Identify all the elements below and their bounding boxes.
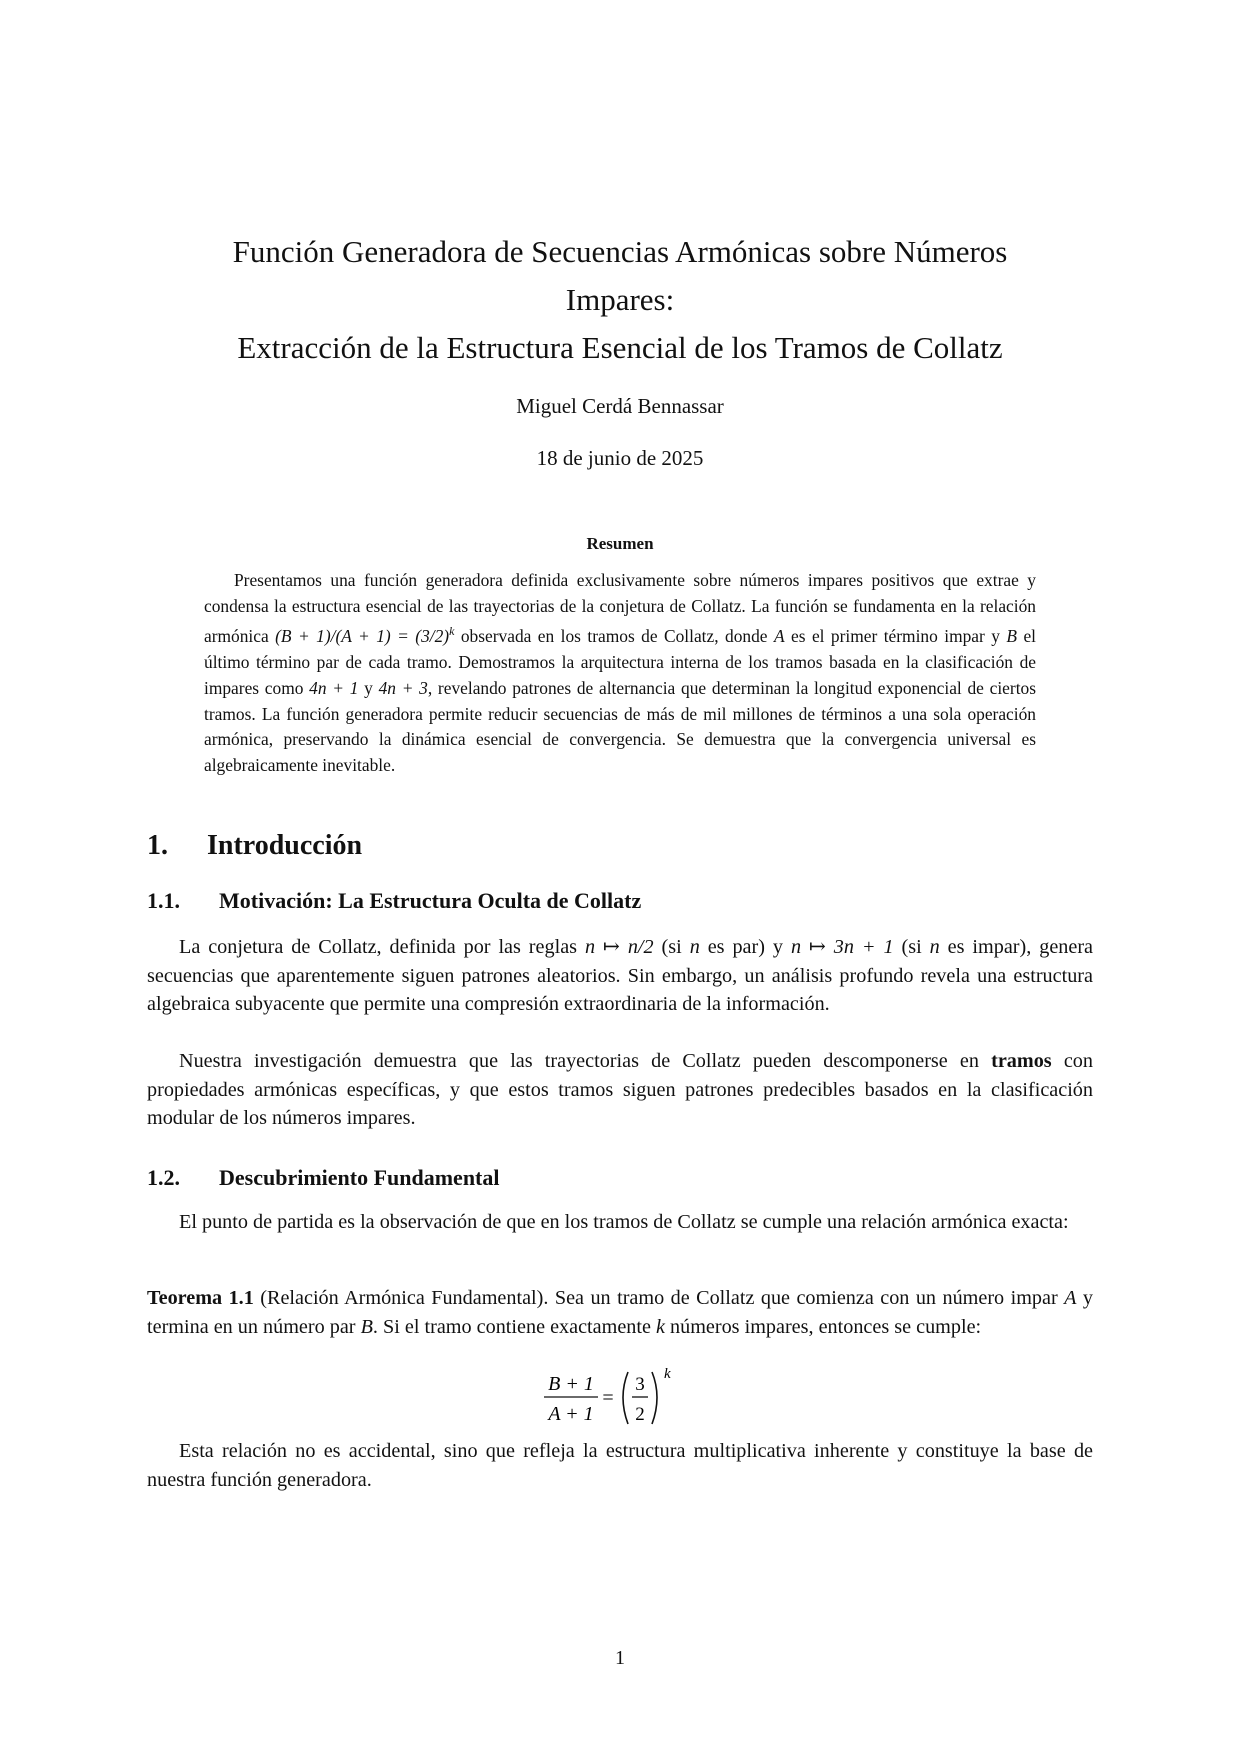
subsection-title: Motivación: La Estructura Oculta de Collatz xyxy=(219,888,642,913)
theorem-label: Teorema 1.1 xyxy=(147,1287,254,1309)
paragraph-collatz-rules xyxy=(147,933,1093,1019)
author: Miguel Cerdá Bennassar xyxy=(516,394,724,418)
abstract xyxy=(204,568,1036,779)
subsection-heading-descubrimiento xyxy=(147,1165,500,1191)
paragraph-text: La conjetura de Collatz, definida por las reglas xyxy=(179,936,585,958)
abstract-heading: Resumen xyxy=(586,534,654,553)
harmonic-relation-math: (B + 1)/(A + 1) = (3/2) xyxy=(275,626,450,647)
subsection-number: 1.2. xyxy=(147,1165,180,1190)
abstract-text: observada en los tramos de Collatz, donde xyxy=(454,626,774,647)
math-B: B xyxy=(360,1315,373,1338)
left-paren xyxy=(623,1372,628,1424)
date: 18 de junio de 2025 xyxy=(536,446,704,470)
subsection-title: Descubrimiento Fundamental xyxy=(219,1165,500,1190)
formula-numerator: B + 1 xyxy=(548,1373,594,1395)
formula-exponent: k xyxy=(664,1366,671,1382)
abstract-text: y xyxy=(358,677,379,698)
paragraph-text: es par) y xyxy=(699,936,791,958)
formula-frac-numerator: 3 xyxy=(635,1374,645,1395)
harmonic-formula xyxy=(540,1366,700,1430)
paragraph-text: Nuestra investigación demuestra que las trayectorias de Collatz pueden descomponerse en xyxy=(179,1050,992,1072)
section-heading-introduccion xyxy=(147,830,362,862)
paragraph-tramos xyxy=(147,1047,1093,1133)
bold-term-tramos: tramos xyxy=(991,1050,1052,1072)
theorem-text: . Si el tramo contiene exactamente xyxy=(372,1315,656,1338)
title-line-1: Función Generadora de Secuencias Armónicas sobre Números xyxy=(232,234,1008,269)
math-B: B xyxy=(1006,626,1018,647)
math-4n-plus-3: 4n + 3 xyxy=(378,677,428,698)
paragraph-text: es impar), genera secuencias que aparentemente siguen patrones aleatorios. Sin embargo, un análisis profundo revela una estructura algebraica subyacente que permite una compresión extraordinaria de la información. xyxy=(147,936,1094,1016)
section-title: Introducción xyxy=(207,830,363,861)
theorem-text: Sea un tramo de Collatz que comienza con un número impar xyxy=(548,1287,1065,1309)
title-line-2: Impares: xyxy=(565,282,675,317)
math-4n-plus-1: 4n + 1 xyxy=(309,677,359,698)
paragraph-conclusion: Esta relación no es accidental, sino que refleja la estructura multiplicativa inherente y constituye la base de nuestra función generadora. xyxy=(147,1440,1093,1491)
math-n: n xyxy=(689,936,700,958)
math-A: A xyxy=(773,626,785,647)
paper-title xyxy=(120,228,1120,372)
paragraph-text: (si xyxy=(893,936,930,958)
math-A: A xyxy=(1064,1287,1077,1309)
theorem-text: y termina en un número par xyxy=(147,1287,1094,1338)
formula-frac-denominator: 2 xyxy=(635,1404,645,1425)
exponent-k: k xyxy=(449,624,455,639)
right-paren xyxy=(652,1372,657,1424)
theorem-name: (Relación Armónica Fundamental). xyxy=(260,1287,549,1309)
abstract-text: , revelando patrones de alternancia que determinan la longitud exponencial de ciertos tramos. La función generadora permite reducir secuencias de más de mil millones de términos a una sola operación armónica, preservando la dinámica esencial de convergencia. Se demuestra que la convergencia universal es algebraicamente inevitable. xyxy=(204,677,1036,775)
paragraph-text: (si xyxy=(653,936,690,958)
math-k: k xyxy=(656,1315,665,1338)
subsection-heading-motivacion xyxy=(147,888,641,914)
math-3n-plus-1: n ↦ 3n + 1 xyxy=(790,936,894,958)
abstract-text: Presentamos una función generadora definida exclusivamente sobre números impares positivos que extrae y condensa la estructura esencial de las trayectorias de la conjetura de Collatz. La función se fundamenta en la relación armónica xyxy=(204,570,1036,647)
page-number: 1 xyxy=(615,1647,625,1669)
theorem-text: números impares, entonces se cumple: xyxy=(664,1315,982,1338)
section-number: 1. xyxy=(147,830,168,861)
abstract-text: el último término par de cada tramo. Demostramos la arquitectura interna de los tramos basada en la clasificación de impares como xyxy=(204,626,1037,698)
theorem-1-1 xyxy=(147,1284,1093,1341)
title-line-3: Extracción de la Estructura Esencial de los Tramos de Collatz xyxy=(237,330,1003,365)
paragraph-observation: El punto de partida es la observación de que en los tramos de Collatz se cumple una relación armónica exacta: xyxy=(179,1211,1069,1233)
formula-equals: = xyxy=(602,1387,614,1409)
abstract-text: es el primer término impar y xyxy=(784,626,1007,647)
math-n: n xyxy=(929,936,940,958)
formula-denominator: A + 1 xyxy=(548,1403,594,1425)
subsection-number: 1.1. xyxy=(147,888,180,913)
paragraph-text: con propiedades armónicas específicas, y que estos tramos siguen patrones predecibles basados en la clasificación modular de los números impares. xyxy=(147,1050,1093,1130)
math-n-div-2: n ↦ n/2 xyxy=(584,936,654,958)
